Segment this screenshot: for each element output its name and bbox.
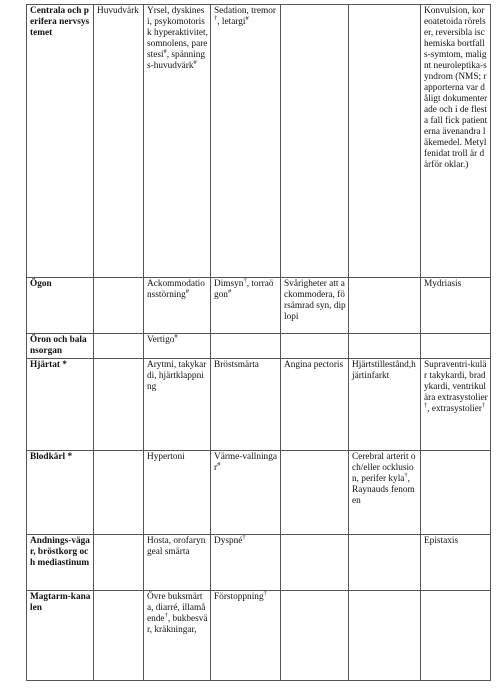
footnote-marker: † (263, 589, 267, 597)
table-row (27, 278, 491, 334)
footnote-marker: # (227, 287, 232, 295)
table-cell (349, 5, 421, 278)
table-cell: Ackommodationsstörning# (144, 278, 211, 334)
table-cell: Dyspné† (211, 535, 281, 591)
table-row (27, 451, 491, 535)
table-cell: Arytmi, takykardi, hjärtklappning (144, 359, 211, 451)
table-cell: Svårigheter att ackommodera, försämrad syn, diplopi (281, 278, 349, 334)
footnote-marker: † (243, 276, 247, 284)
table-cell: Hypertoni (144, 451, 211, 535)
table-cell (94, 278, 144, 334)
footnote-marker: # (245, 14, 249, 22)
table-cell: Vertigo# (144, 334, 211, 359)
organ-class-cell: Centrala och perifera nervsystemet (27, 5, 94, 278)
table-cell (94, 359, 144, 451)
organ-class-cell: Hjärtat * (27, 359, 94, 451)
table-cell: Konvulsion, koreoatetoida rörelser, reversibla ischemiska bortfalls-symtom, malignt neuroleptika-syndrom (NMS; rapporterna var dåligt dokumenterade och i de flesta fall fick patienterna ävenandra läkemedel. Metylfenidat troll är därför oklar.) (421, 5, 491, 278)
table-cell (349, 334, 421, 359)
table-row (27, 591, 491, 681)
table-cell: Sedation, tremor†, letargi# (211, 5, 281, 278)
organ-class-cell: Blodkärl * (27, 451, 94, 535)
table-cell: Dimsyn†, torraögon# (211, 278, 281, 334)
table-cell: Supraventri-kulär takykardi, bradykardi, ventrikulära extrasystolier†, extrasystolier† (421, 359, 491, 451)
table-cell (349, 278, 421, 334)
footnote-marker: † (424, 401, 428, 409)
footnote-marker: † (214, 14, 218, 22)
table-cell: Angina pectoris (281, 359, 349, 451)
table-cell: Mydriasis (421, 278, 491, 334)
table-cell (281, 535, 349, 591)
table-row (27, 334, 491, 359)
table-cell: Huvudvärk (94, 5, 144, 278)
organ-class-cell: Andnings-vägar, bröstkorg och mediastinum (27, 535, 94, 591)
table-cell: Övre buksmärta, diarré, illamående†, bukbesvär, kräkningar, (144, 591, 211, 681)
organ-class-cell: Öron och balansorgan (27, 334, 94, 359)
table-row (27, 535, 491, 591)
footnote-marker: # (193, 58, 197, 66)
table-cell: Hjärtstillestånd,hjärtinfarkt (349, 359, 421, 451)
table-row (27, 359, 491, 451)
table-cell (94, 334, 144, 359)
table-cell (94, 535, 144, 591)
adverse-reactions-table (26, 4, 491, 681)
table-cell: Yrsel, dyskinesi, psykomotorisk hyperaktivitet, somnolens, parestesi#, spännings-huvudvärk# (144, 5, 211, 278)
table-cell (281, 451, 349, 535)
table-cell: Hosta, orofaryngeal smärta (144, 535, 211, 591)
table-row (27, 5, 491, 278)
table-cell (281, 591, 349, 681)
table-body (27, 5, 491, 681)
table-cell (421, 334, 491, 359)
footnote-marker: † (164, 611, 168, 619)
table-cell (281, 5, 349, 278)
organ-class-cell: Ögon (27, 278, 94, 334)
table-cell: Värme-vallningar# (211, 451, 281, 535)
footnote-marker: # (163, 47, 167, 55)
table-cell: Förstoppning† (211, 591, 281, 681)
organ-class-cell: Magtarm-kanalen (27, 591, 94, 681)
footnote-marker: † (404, 471, 408, 479)
table-cell (349, 591, 421, 681)
table-cell (211, 334, 281, 359)
table-cell (349, 535, 421, 591)
table-cell (94, 451, 144, 535)
footnote-marker: # (217, 460, 221, 468)
footnote-marker: # (185, 287, 189, 295)
table-cell (94, 591, 144, 681)
table-cell (421, 451, 491, 535)
table-cell: Epistaxis (421, 535, 491, 591)
table-cell: Cerebral arterit och/eller ocklusion, perifer kyla†, Raynauds fenomen (349, 451, 421, 535)
footnote-marker: † (242, 533, 246, 541)
table-cell (421, 591, 491, 681)
table-cell (281, 334, 349, 359)
footnote-marker: † (481, 401, 486, 409)
table-cell: Bröstsmärta (211, 359, 281, 451)
footnote-marker: # (174, 332, 178, 340)
